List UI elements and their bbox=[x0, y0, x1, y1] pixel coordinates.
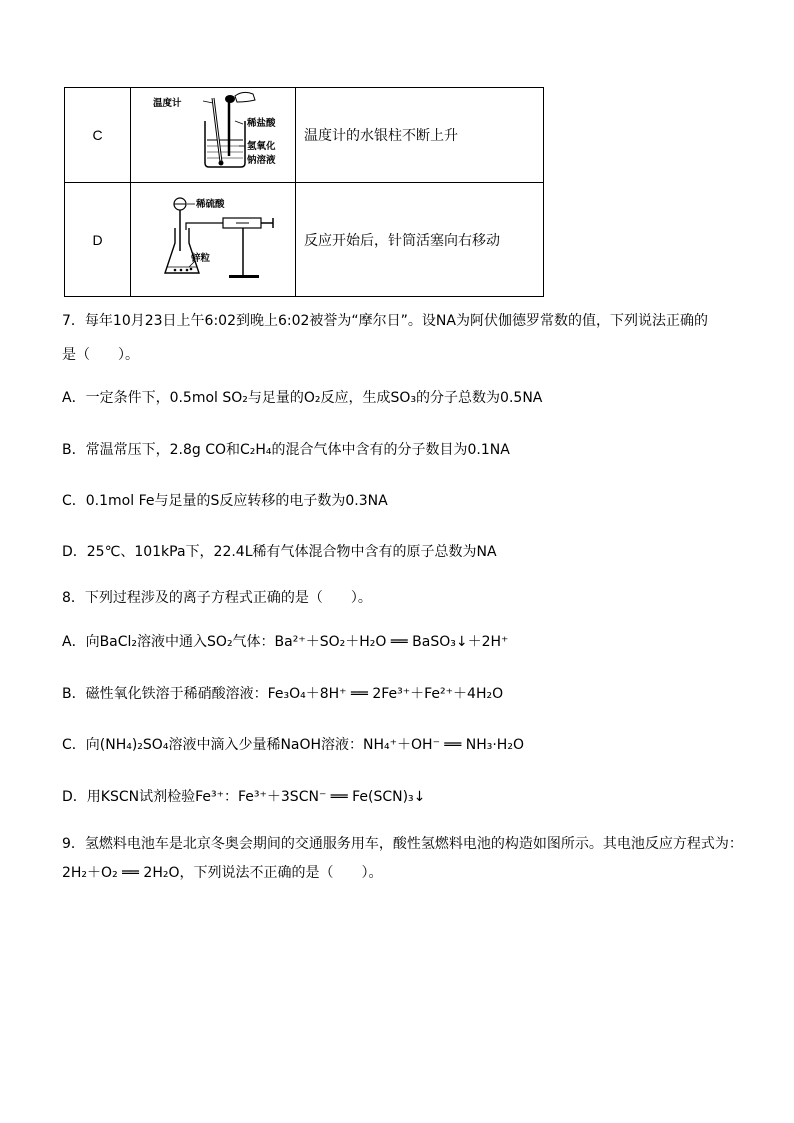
q9-stem-line1: 9．氢燃料电池车是北京冬奥会期间的交通服务用车，酸性氢燃料电池的构造如图所示。其电池反应方程式为： bbox=[62, 836, 743, 852]
q7-option-b: B．常温常压下，2.8g CO和C₂H₄的混合气体中含有的分子数目为0.1NA bbox=[62, 442, 510, 458]
q9-stem-line2: 2H₂＋O₂ ══ 2H₂O，下列说法不正确的是（ ）。 bbox=[62, 865, 383, 881]
experiment-table bbox=[64, 87, 544, 297]
q7-option-d: D．25℃、101kPa下，22.4L稀有气体混合物中含有的原子总数为NA bbox=[62, 544, 497, 560]
q8-option-b: B．磁性氧化铁溶于稀硝酸溶液：Fe₃O₄＋8H⁺ ══ 2Fe³⁺＋Fe²⁺＋4H₂O bbox=[62, 686, 504, 702]
row-label: D bbox=[65, 183, 131, 297]
q8-stem: 8．下列过程涉及的离子方程式正确的是（ ）。 bbox=[62, 590, 372, 606]
phenomenon-text: 温度计的水银柱不断上升 bbox=[304, 128, 458, 144]
q7-stem-line1: 7．每年10月23日上午6:02到晚上6:02被誉为“摩尔日”。设NA为阿伏伽德罗常数的值，下列说法正确的 bbox=[62, 313, 708, 329]
diagram-label: 温度计 bbox=[153, 98, 182, 109]
flask-syringe-diagram bbox=[131, 183, 296, 297]
q8-option-a: A．向BaCl₂溶液中通入SO₂气体：Ba²⁺＋SO₂＋H₂O ══ BaSO₃↓＋2H⁺ bbox=[62, 634, 509, 650]
q7-option-a: A．一定条件下，0.5mol SO₂与足量的O₂反应，生成SO₃的分子总数为0.5NA bbox=[62, 390, 543, 406]
row-label: C bbox=[65, 88, 131, 182]
q8-option-c: C．向(NH₄)₂SO₄溶液中滴入少量稀NaOH溶液：NH₄⁺＋OH⁻ ══ NH₃·H₂O bbox=[62, 737, 524, 753]
phenomenon-text: 反应开始后，针筒活塞向右移动 bbox=[304, 233, 500, 249]
diagram-label: 稀硫酸 bbox=[196, 199, 225, 210]
diagram-label: 锌粒 bbox=[191, 253, 211, 264]
q7-option-c: C．0.1mol Fe与足量的S反应转移的电子数为0.3NA bbox=[62, 493, 388, 509]
table-row bbox=[65, 183, 543, 297]
thermometer-beaker-diagram bbox=[131, 88, 296, 182]
diagram-label: 稀盐酸 bbox=[247, 118, 276, 129]
table-row bbox=[65, 88, 543, 183]
diagram-label: 钠溶液 bbox=[247, 155, 276, 166]
q7-stem-line2: 是（ ）。 bbox=[62, 347, 139, 363]
diagram-label: 氢氧化 bbox=[247, 141, 276, 152]
q8-option-d: D．用KSCN试剂检验Fe³⁺：Fe³⁺＋3SCN⁻ ══ Fe(SCN)₃↓ bbox=[62, 789, 426, 805]
